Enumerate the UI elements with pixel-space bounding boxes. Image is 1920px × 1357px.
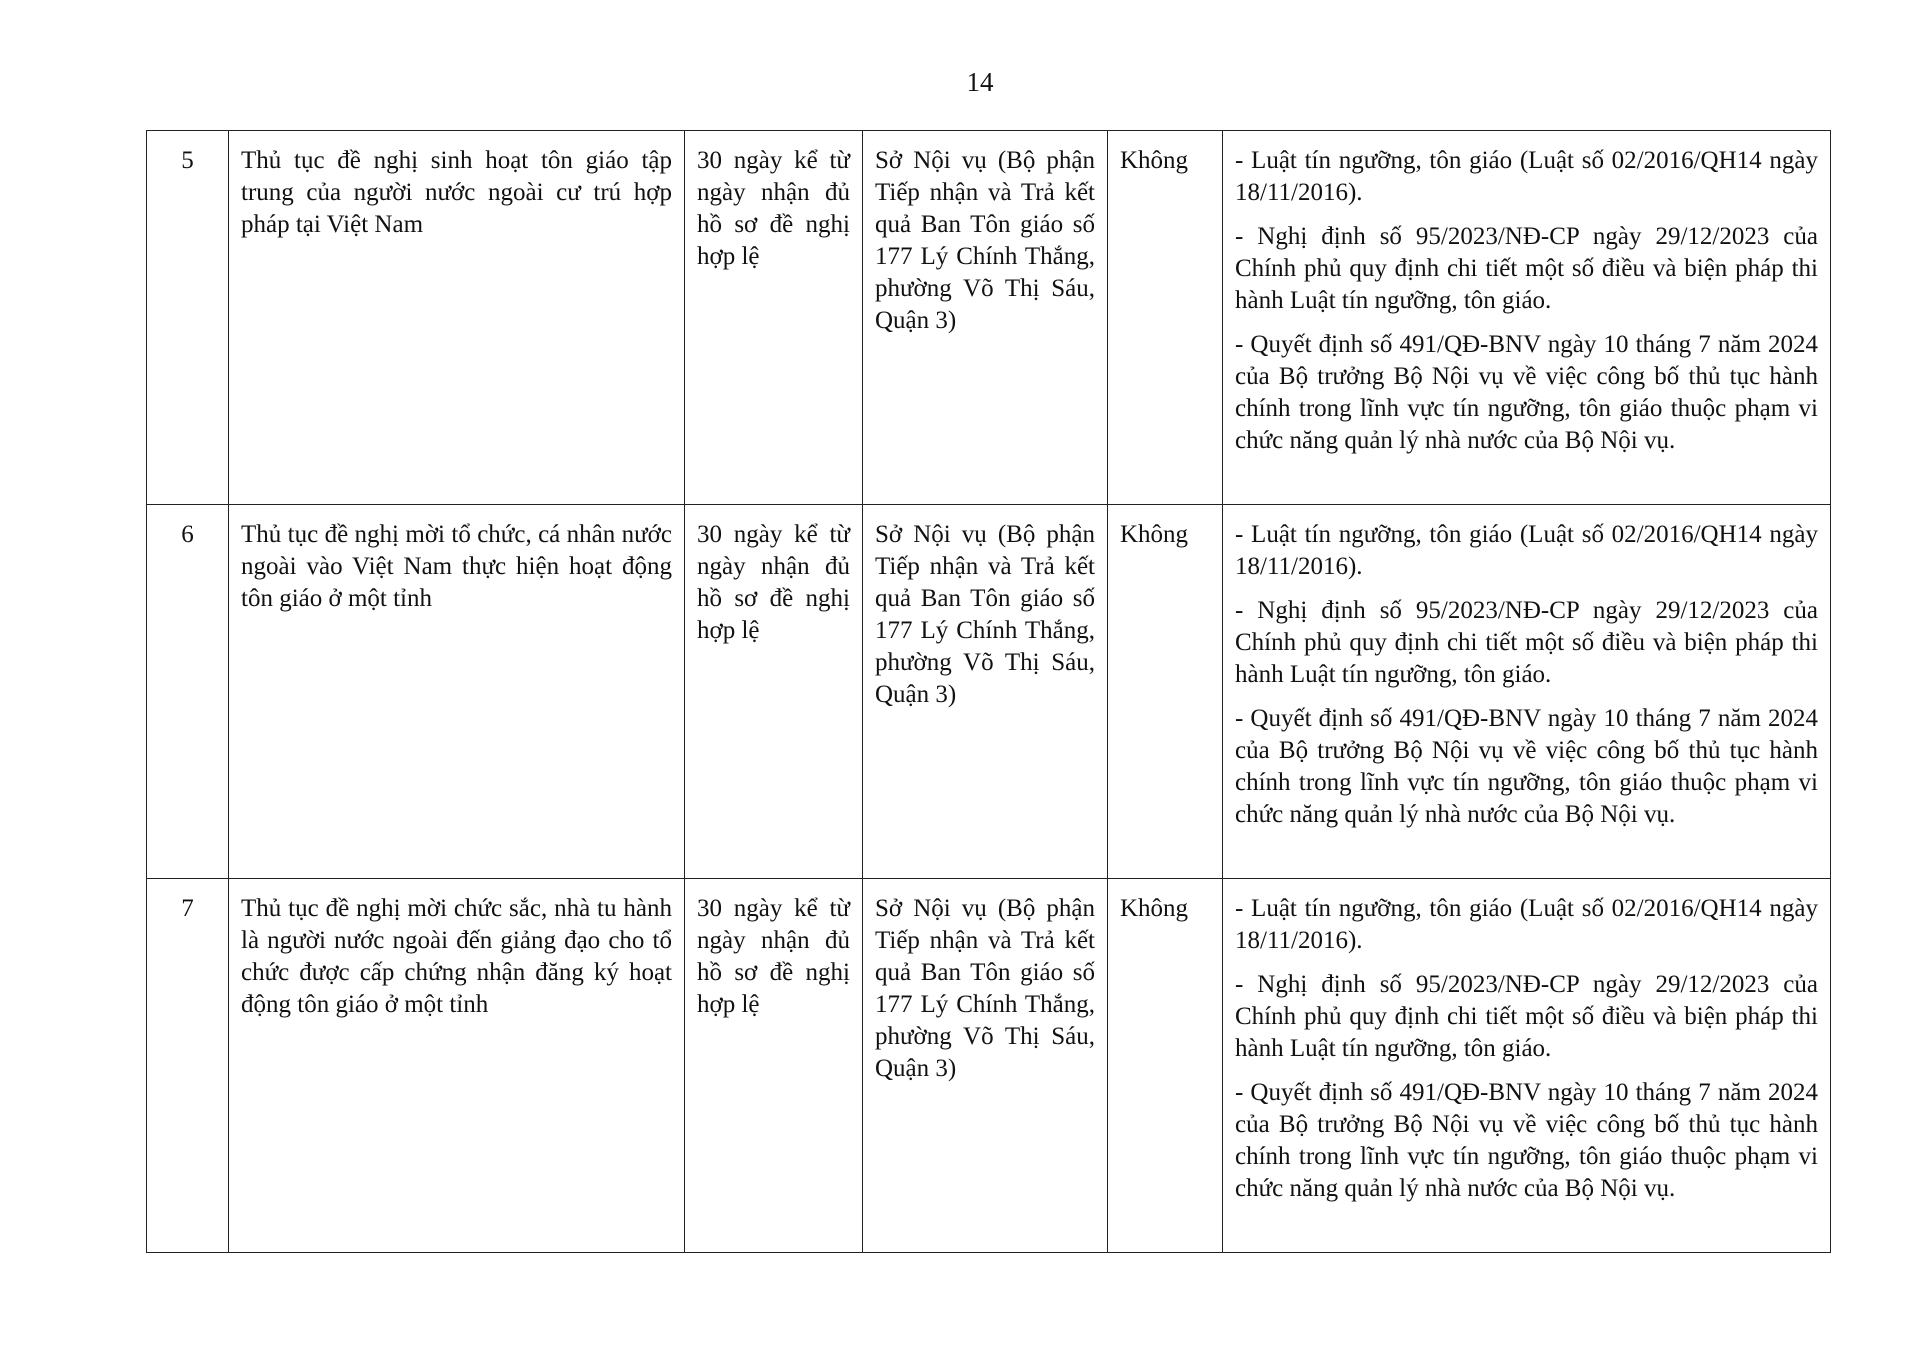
legal-basis-item: - Nghị định số 95/2023/NĐ-CP ngày 29/12/2023 của Chính phủ quy định chi tiết một số điều và biện pháp thi hành Luật tín ngưỡng, tôn giáo. xyxy=(1235,597,1818,688)
processing-time: 30 ngày kể từ ngày nhận đủ hồ sơ đề nghị hợp lệ xyxy=(685,131,863,505)
processing-time: 30 ngày kể từ ngày nhận đủ hồ sơ đề nghị hợp lệ xyxy=(685,879,863,1253)
procedure-name: Thủ tục đề nghị sinh hoạt tôn giáo tập trung của người nước ngoài cư trú hợp pháp tại Việt Nam xyxy=(229,131,685,505)
procedure-name: Thủ tục đề nghị mời tổ chức, cá nhân nước ngoài vào Việt Nam thực hiện hoạt động tôn giáo ở một tỉnh xyxy=(229,505,685,879)
row-number: 6 xyxy=(147,505,229,879)
table-row xyxy=(147,879,1831,1253)
submission-place: Sở Nội vụ (Bộ phận Tiếp nhận và Trả kết quả Ban Tôn giáo số 177 Lý Chính Thắng, phường Võ Thị Sáu, Quận 3) xyxy=(863,131,1108,505)
table-row xyxy=(147,505,1831,879)
legal-basis-item: - Quyết định số 491/QĐ-BNV ngày 10 tháng 7 năm 2024 của Bộ trưởng Bộ Nội vụ về việc công bố thủ tục hành chính trong lĩnh vực tín ngưỡng, tôn giáo thuộc phạm vi chức năng quản lý nhà nước của Bộ Nội vụ. xyxy=(1235,331,1818,454)
legal-basis-item: - Nghị định số 95/2023/NĐ-CP ngày 29/12/2023 của Chính phủ quy định chi tiết một số điều và biện pháp thi hành Luật tín ngưỡng, tôn giáo. xyxy=(1235,971,1818,1062)
legal-basis xyxy=(1223,505,1831,879)
row-number: 7 xyxy=(147,879,229,1253)
submission-place: Sở Nội vụ (Bộ phận Tiếp nhận và Trả kết quả Ban Tôn giáo số 177 Lý Chính Thắng, phường Võ Thị Sáu, Quận 3) xyxy=(863,879,1108,1253)
row-number: 5 xyxy=(147,131,229,505)
fee: Không xyxy=(1108,879,1223,1253)
fee: Không xyxy=(1108,505,1223,879)
table-row xyxy=(147,131,1831,505)
legal-basis xyxy=(1223,879,1831,1253)
legal-basis-item: - Luật tín ngưỡng, tôn giáo (Luật số 02/2016/QH14 ngày 18/11/2016). xyxy=(1235,895,1818,954)
fee: Không xyxy=(1108,131,1223,505)
submission-place: Sở Nội vụ (Bộ phận Tiếp nhận và Trả kết quả Ban Tôn giáo số 177 Lý Chính Thắng, phường Võ Thị Sáu, Quận 3) xyxy=(863,505,1108,879)
processing-time: 30 ngày kể từ ngày nhận đủ hồ sơ đề nghị hợp lệ xyxy=(685,505,863,879)
legal-basis-item: - Quyết định số 491/QĐ-BNV ngày 10 tháng 7 năm 2024 của Bộ trưởng Bộ Nội vụ về việc công bố thủ tục hành chính trong lĩnh vực tín ngưỡng, tôn giáo thuộc phạm vi chức năng quản lý nhà nước của Bộ Nội vụ. xyxy=(1235,705,1818,828)
page-number: 14 xyxy=(966,67,994,97)
legal-basis-item: - Luật tín ngưỡng, tôn giáo (Luật số 02/2016/QH14 ngày 18/11/2016). xyxy=(1235,147,1818,206)
procedure-name: Thủ tục đề nghị mời chức sắc, nhà tu hành là người nước ngoài đến giảng đạo cho tổ chức được cấp chứng nhận đăng ký hoạt động tôn giáo ở một tỉnh xyxy=(229,879,685,1253)
procedure-table xyxy=(146,130,1831,1253)
legal-basis-item: - Nghị định số 95/2023/NĐ-CP ngày 29/12/2023 của Chính phủ quy định chi tiết một số điều và biện pháp thi hành Luật tín ngưỡng, tôn giáo. xyxy=(1235,223,1818,314)
legal-basis-item: - Luật tín ngưỡng, tôn giáo (Luật số 02/2016/QH14 ngày 18/11/2016). xyxy=(1235,521,1818,580)
legal-basis xyxy=(1223,131,1831,505)
legal-basis-item: - Quyết định số 491/QĐ-BNV ngày 10 tháng 7 năm 2024 của Bộ trưởng Bộ Nội vụ về việc công bố thủ tục hành chính trong lĩnh vực tín ngưỡng, tôn giáo thuộc phạm vi chức năng quản lý nhà nước của Bộ Nội vụ. xyxy=(1235,1079,1818,1202)
table-body xyxy=(147,131,1831,1253)
